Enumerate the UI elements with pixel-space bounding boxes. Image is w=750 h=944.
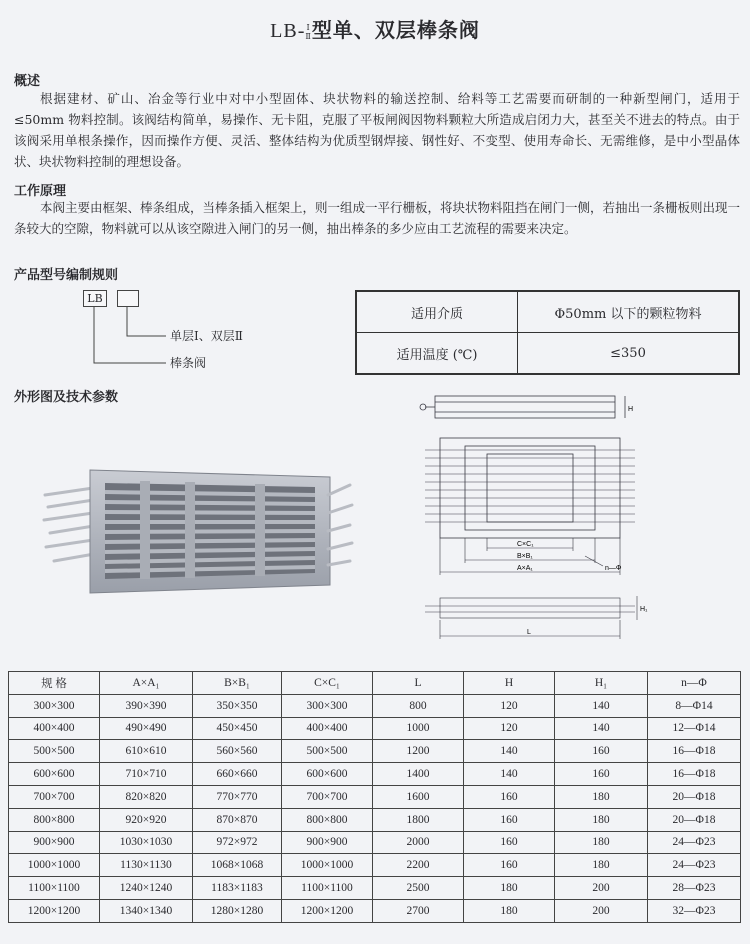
model-rule-heading: 产品型号编制规则 — [14, 268, 119, 283]
table-row — [9, 808, 741, 831]
table-cell: 160 — [464, 785, 555, 808]
table-cell: 900×900 — [9, 831, 100, 854]
table-cell: 1280×1280 — [193, 899, 282, 922]
table-cell: 800×800 — [9, 808, 100, 831]
table-cell: 24—Φ23 — [648, 854, 741, 877]
table-cell: 900×900 — [282, 831, 373, 854]
overview-text: 根据建材、矿山、冶金等行业中对中小型固体、块状物料的输送控制、给料等工艺需要而研制的一种新型闸门，适用于≤50mm 物料控制。该阀结构简单，易操作、无卡阻，克服了平板闸阀因物料颗粒大所造成启闭力大，甚至关不进去的特点。由于该阀采用单根条操作，因而操作方便、灵活、整体结构为优质型钢焊接、钢性好、不变型、使用寿命长、无需维修，是中小型晶体状、块状物料控制的理想设备。 — [14, 91, 740, 169]
title-main: 型单、双层棒条阀 — [311, 18, 480, 42]
table-header-row — [9, 672, 741, 695]
table-cell: 1130×1130 — [100, 854, 193, 877]
table-cell: 700×700 — [9, 785, 100, 808]
table-cell: 1030×1030 — [100, 831, 193, 854]
table-cell: 800 — [373, 694, 464, 717]
table-cell: 400×400 — [282, 717, 373, 740]
table-cell: 1000×1000 — [282, 854, 373, 877]
table-cell: 770×770 — [193, 785, 282, 808]
table-cell: 1400 — [373, 763, 464, 786]
column-header: H — [464, 672, 555, 695]
column-header: C×C₁ — [282, 672, 373, 695]
column-header: n—Φ — [648, 672, 741, 695]
table-row — [9, 740, 741, 763]
table-cell: 180 — [464, 899, 555, 922]
table-cell: 16—Φ18 — [648, 763, 741, 786]
spec-label: 适用介质 — [356, 291, 518, 333]
table-cell: 24—Φ23 — [648, 831, 741, 854]
table-cell: 700×700 — [282, 785, 373, 808]
code-rule-leader-lines — [0, 0, 300, 380]
table-cell: 180 — [555, 808, 648, 831]
table-cell: 300×300 — [9, 694, 100, 717]
table-cell: 820×820 — [100, 785, 193, 808]
table-cell: 1183×1183 — [193, 877, 282, 900]
table-cell: 140 — [555, 694, 648, 717]
table-cell: 28—Φ23 — [648, 877, 741, 900]
column-header: L — [373, 672, 464, 695]
table-cell: 300×300 — [282, 694, 373, 717]
spec-row — [356, 333, 739, 375]
column-header: H₁ — [555, 672, 648, 695]
table-cell: 490×490 — [100, 717, 193, 740]
spec-row — [356, 291, 739, 333]
overview-heading: 概述 — [14, 74, 41, 89]
table-cell: 180 — [464, 877, 555, 900]
dim-label-h1: H₁ — [640, 606, 648, 613]
dim-label-cxc: C×C₁ — [517, 541, 534, 548]
table-cell: 800×800 — [282, 808, 373, 831]
table-cell: 20—Φ18 — [648, 808, 741, 831]
table-cell: 200 — [555, 899, 648, 922]
table-row — [9, 717, 741, 740]
table-cell: 32—Φ23 — [648, 899, 741, 922]
table-row — [9, 831, 741, 854]
table-cell: 400×400 — [9, 717, 100, 740]
valve-photo-illustration — [40, 465, 355, 605]
table-cell: 450×450 — [193, 717, 282, 740]
table-cell: 1100×1100 — [9, 877, 100, 900]
table-cell: 972×972 — [193, 831, 282, 854]
dim-label-axa: A×A₁ — [517, 565, 533, 572]
principle-text: 本阀主要由框架、棒条组成，当棒条插入框架上，则一组成一平行栅板，将块状物料阻挡在闸门一侧，若抽出一条栅板则出现一条较大的空隙，物料就可以从该空隙进入闸门的另一侧，抽出棒条的多少应由工艺流程的需要来决定。 — [14, 200, 741, 236]
dim-label-nphi: n—Φ — [605, 565, 622, 572]
table-row — [9, 899, 741, 922]
table-cell: 160 — [464, 808, 555, 831]
table-cell: 20—Φ18 — [648, 785, 741, 808]
spec-label: 适用温度 (℃) — [356, 333, 518, 375]
table-cell: 350×350 — [193, 694, 282, 717]
spec-value: ≤350 — [518, 333, 740, 375]
table-cell: 120 — [464, 717, 555, 740]
title-model-numerals: Ⅰ Ⅱ — [305, 22, 312, 41]
spec-table — [355, 290, 740, 375]
table-cell: 160 — [555, 763, 648, 786]
table-cell: 140 — [464, 740, 555, 763]
dim-label-l: L — [527, 629, 531, 636]
table-cell: 600×600 — [9, 763, 100, 786]
table-row — [9, 854, 741, 877]
table-cell: 2700 — [373, 899, 464, 922]
code-label-layer: 单层Ⅰ、双层Ⅱ — [170, 329, 243, 343]
table-cell: 160 — [464, 831, 555, 854]
table-cell: 710×710 — [100, 763, 193, 786]
table-cell: 500×500 — [9, 740, 100, 763]
spec-value: Φ50mm 以下的颗粒物料 — [518, 291, 740, 333]
table-cell: 120 — [464, 694, 555, 717]
table-cell: 1000×1000 — [9, 854, 100, 877]
table-cell: 600×600 — [282, 763, 373, 786]
figure-heading: 外形图及技术参数 — [14, 390, 119, 405]
table-row — [9, 785, 741, 808]
table-cell: 500×500 — [282, 740, 373, 763]
table-cell: 1600 — [373, 785, 464, 808]
table-cell: 1100×1100 — [282, 877, 373, 900]
column-header: A×A₁ — [100, 672, 193, 695]
table-row — [9, 694, 741, 717]
table-cell: 870×870 — [193, 808, 282, 831]
table-cell: 8—Φ14 — [648, 694, 741, 717]
dim-label-bxb: B×B₁ — [517, 553, 533, 560]
table-cell: 1068×1068 — [193, 854, 282, 877]
table-cell: 1200×1200 — [9, 899, 100, 922]
table-cell: 1200 — [373, 740, 464, 763]
table-cell: 140 — [464, 763, 555, 786]
table-cell: 2000 — [373, 831, 464, 854]
table-cell: 920×920 — [100, 808, 193, 831]
table-cell: 1340×1340 — [100, 899, 193, 922]
table-cell: 160 — [464, 854, 555, 877]
title-prefix: LB- — [270, 20, 306, 42]
table-row — [9, 763, 741, 786]
table-cell: 660×660 — [193, 763, 282, 786]
table-cell: 560×560 — [193, 740, 282, 763]
code-box-lb: LB — [83, 290, 107, 307]
table-cell: 2500 — [373, 877, 464, 900]
parameters-table — [8, 671, 741, 923]
table-cell: 1240×1240 — [100, 877, 193, 900]
table-cell: 180 — [555, 831, 648, 854]
table-cell: 180 — [555, 785, 648, 808]
dim-label-h: H — [628, 406, 634, 413]
table-cell: 140 — [555, 717, 648, 740]
table-cell: 2200 — [373, 854, 464, 877]
table-cell: 160 — [555, 740, 648, 763]
code-label-name: 棒条阀 — [170, 356, 207, 370]
parameters-table-body — [9, 694, 741, 922]
table-cell: 180 — [555, 854, 648, 877]
table-cell: 12—Φ14 — [648, 717, 741, 740]
table-row — [9, 877, 741, 900]
column-header: 规 格 — [9, 672, 100, 695]
table-cell: 390×390 — [100, 694, 193, 717]
table-cell: 610×610 — [100, 740, 193, 763]
table-cell: 1000 — [373, 717, 464, 740]
technical-drawing — [415, 388, 660, 663]
column-header: B×B₁ — [193, 672, 282, 695]
table-cell: 1200×1200 — [282, 899, 373, 922]
table-cell: 200 — [555, 877, 648, 900]
principle-heading: 工作原理 — [14, 184, 67, 199]
table-cell: 1800 — [373, 808, 464, 831]
table-cell: 16—Φ18 — [648, 740, 741, 763]
